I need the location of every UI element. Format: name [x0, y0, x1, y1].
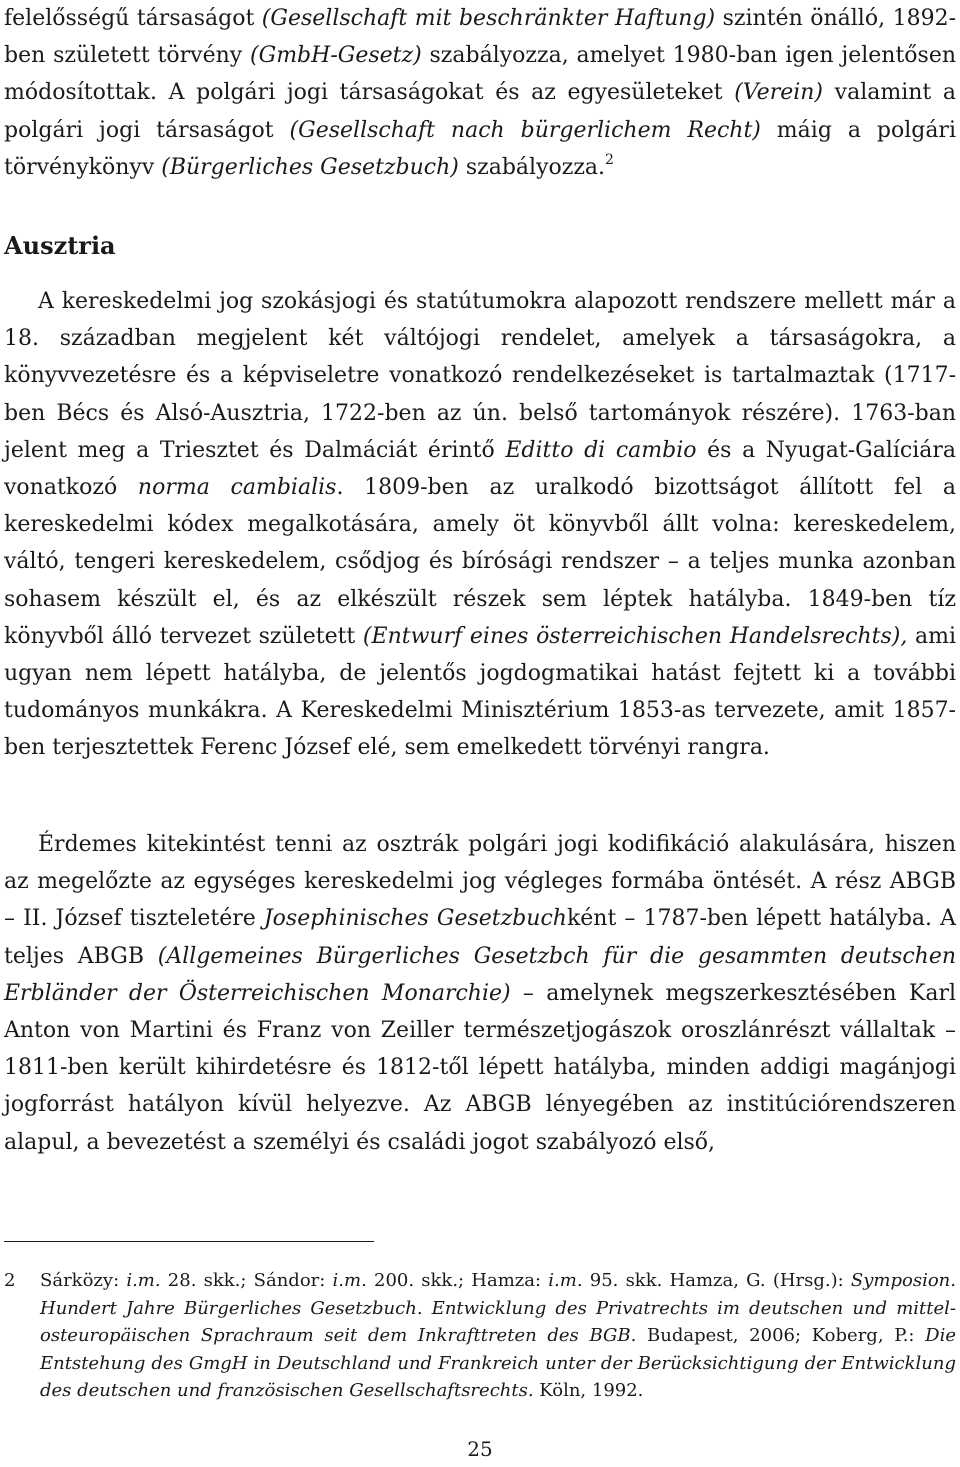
paragraph-abgb	[4, 826, 956, 1161]
text-run: 95. skk. Hamza, G. (Hrsg.):	[582, 1270, 851, 1291]
italic-term: (Gesellschaft mit beschränkter Haftung)	[261, 6, 716, 31]
text-run: és a Nyugat-Galíciára vonatkozó	[4, 437, 956, 501]
italic-term: i.m.	[548, 1270, 583, 1291]
italic-term: (Entwurf eines österreichischen Handelsrechts),	[362, 623, 908, 649]
italic-term: (GmbH-Gesetz)	[250, 43, 422, 69]
italic-term: (Bürgerliches Gesetzbuch)	[161, 154, 459, 180]
italic-term: (Verein)	[734, 80, 824, 106]
text-run: szintén önálló, 1892-ben született törvény	[4, 6, 956, 69]
text-run: felelősségű társaságot	[4, 6, 262, 31]
italic-term: i.m.	[126, 1270, 161, 1291]
italic-term: (Allgemeines Bürgerliches Gesetzbch für die gesammten deutschen Erbländer der Österreichischen Monarchie)	[4, 943, 957, 1006]
paragraph-austria-commercial-law	[4, 283, 956, 767]
italic-term: Editto di cambio	[505, 437, 697, 463]
footnote-reference[interactable]: 2	[605, 151, 614, 168]
text-run: szabályozza, amelyet 1980-ban igen jelentősen módosítottak. A polgári jogi társaságokat és az egyesületeket	[4, 43, 957, 106]
italic-term: norma cambialis	[137, 475, 337, 501]
text-run: . 1809-ben az uralkodó bizottságot állított fel a kereskedelmi kódex megalkotására, amely öt könyvből állt volna: kereskedelem, váltó, tengeri kereskedelem, csődjog és bírósági rendszer – a teljes munka azonban sohasem készült el, és az elkészült részek sem léptek hatályba. 1849-ben tíz könyvből álló tervezet született	[4, 475, 956, 649]
text-run: 28. skk.; Sándor:	[160, 1270, 333, 1291]
italic-term: Die Entstehung des GmgH in Deutschland und Frankreich unter der Berücksichtigung der Entwicklung des deutschen und französischen Gesellschaftsrechts.	[40, 1325, 957, 1402]
footnote	[4, 1267, 956, 1405]
footnote-divider	[4, 1241, 374, 1242]
text-run: Sárközy:	[40, 1270, 127, 1291]
text-run: valamint a polgári jogi társaságot	[4, 80, 956, 143]
paragraph-gmbh	[4, 0, 956, 186]
text-run: szabályozza.	[458, 154, 606, 180]
italic-term: (Gesellschaft nach bürgerlichem Recht)	[289, 117, 761, 143]
footnote-number: 2	[4, 1270, 16, 1291]
text-run: Érdemes kitekintést tenni az osztrák polgári jogi kodifikáció alakulására, hiszen az megelőzte az egységes kereskedelmi jog végleges formába öntését. A rész ABGB – II. József tiszteletére	[4, 832, 956, 932]
text-run: Köln, 1992.	[533, 1380, 644, 1402]
text-run: A kereskedelmi jog szokásjogi és statútumokra alapozott rendszere mellett már a 18. században megjelent két váltójogi rendelet, amelyek a társaságokra, a könyvvezetésre és a képviseletre vonatkozó rendelkezéseket is tartalmaztak (1717-ben Bécs és Alsó-Ausztria, 1722-ben az ún. belső tartományok részére). 1763-ban jelent meg a Triesztet és Dalmáciát érintő	[4, 289, 956, 463]
section-heading: Ausztria	[4, 231, 116, 260]
text-run: máig a polgári törvénykönyv	[4, 117, 956, 180]
text-run: ami ugyan nem lépett hatályba, de jelentős jogdogmatikai hatást fejtett ki a további tudományos munkákra. A Kereskedelmi Minisztérium 1853-as tervezete, amit 1857-ben terjesztettek Ferenc József elé, sem emelkedett törvényi rangra.	[4, 623, 956, 761]
italic-term: Josephinisches Gesetzbuch	[263, 906, 567, 932]
italic-term: i.m.	[332, 1270, 367, 1291]
page-number: 25	[467, 1437, 493, 1461]
italic-term: Symposion. Hundert Jahre Bürgerliches Gesetzbuch. Entwicklung des Privatrechts im deutschen und mittel-osteuropäischen Sprachraum seit dem Inkrafttreten des BGB.	[40, 1270, 956, 1347]
text-run: 200. skk.; Hamza:	[366, 1270, 549, 1291]
text-run: Budapest, 2006; Koberg, P.:	[636, 1325, 926, 1347]
text-run: ként – 1787-ben lépett hatályba. A teljes ABGB	[4, 906, 956, 969]
text-run: – amelynek megszerkesztésében Karl Anton von Martini és Franz von Zeiller természetjogászok oroszlánrészt vállaltak – 1811-ben került kihirdetésre és 1812-től lépett hatályba, minden addigi magánjogi jogforrást hatályon kívül helyezve. Az ABGB lényegében az institúciórendszeren alapul, a bevezetést a személyi és családi jogot szabályozó első,	[4, 980, 956, 1155]
